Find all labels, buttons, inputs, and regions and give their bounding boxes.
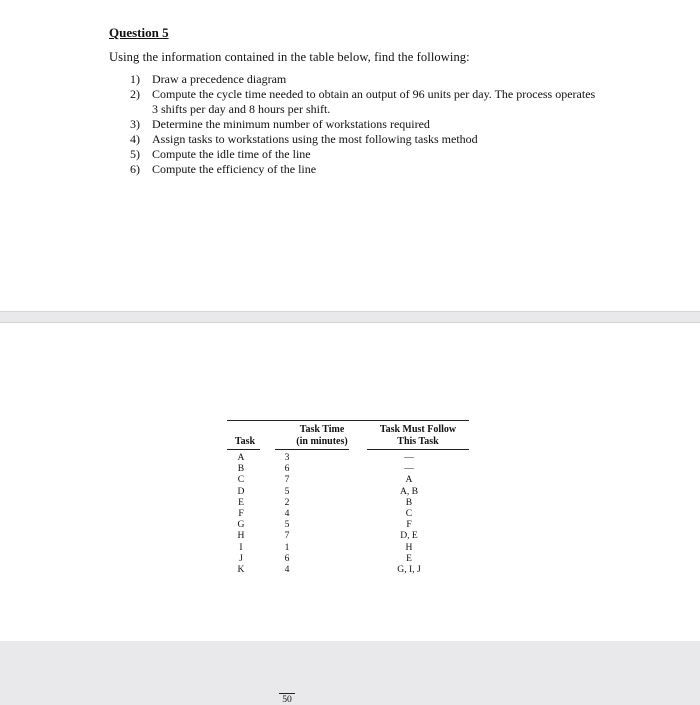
cell-task: I xyxy=(239,541,243,553)
cell-follow: C xyxy=(405,508,413,519)
question-title: Question 5 xyxy=(109,25,169,40)
cell-task: G xyxy=(237,519,245,531)
cell-task: K xyxy=(237,564,245,575)
cell-task: B xyxy=(237,463,245,475)
question-item-number: 2) xyxy=(130,87,140,101)
cell-time: 4 xyxy=(284,508,290,519)
cell-task: H xyxy=(237,530,245,542)
question-item xyxy=(130,117,600,132)
question-item xyxy=(130,87,600,117)
header-rule-task xyxy=(227,449,260,450)
header-follow-line2: This Task xyxy=(397,436,439,447)
table-row xyxy=(227,542,469,553)
table-row xyxy=(227,530,469,541)
cell-follow: A, B xyxy=(399,485,419,497)
cell-time: 1 xyxy=(284,541,290,553)
question-item-number: 3) xyxy=(130,117,140,131)
question-item-number: 5) xyxy=(130,147,140,161)
cell-time: 6 xyxy=(284,552,290,564)
header-rule-follow xyxy=(367,449,469,450)
table-row xyxy=(227,497,469,508)
table-page xyxy=(0,322,700,705)
cell-follow: — xyxy=(404,463,414,475)
cell-follow: E xyxy=(406,552,412,564)
table-top-rule xyxy=(227,420,469,421)
question-item-text: Assign tasks to workstations using the most following tasks method xyxy=(152,132,478,146)
question-item-number: 1) xyxy=(130,72,140,86)
cell-time: 7 xyxy=(284,474,290,486)
question-item-number: 6) xyxy=(130,162,140,176)
table-row xyxy=(227,519,469,530)
cell-follow: B xyxy=(405,496,413,508)
header-follow xyxy=(367,424,469,448)
header-task: Task xyxy=(234,436,256,447)
cell-time: 5 xyxy=(284,519,290,531)
table-row xyxy=(227,508,469,519)
question-item-text: Compute the idle time of the line xyxy=(152,147,311,161)
cell-time: 7 xyxy=(284,530,290,542)
cell-task: J xyxy=(239,552,243,564)
cell-task: D xyxy=(237,485,245,497)
total-time: 50 xyxy=(282,694,292,705)
cell-follow: F xyxy=(406,519,412,531)
table-row xyxy=(227,486,469,497)
cell-task: C xyxy=(237,474,245,486)
question-item xyxy=(130,162,600,177)
header-time xyxy=(277,424,367,448)
cell-follow: D, E xyxy=(400,530,418,542)
cell-follow: G, I, J xyxy=(397,564,421,575)
table-row xyxy=(227,463,469,474)
header-rule-time xyxy=(275,449,349,450)
table-row xyxy=(227,553,469,564)
question-item xyxy=(130,132,600,147)
cell-follow: — xyxy=(404,452,414,463)
question-item-number: 4) xyxy=(130,132,140,146)
question-item xyxy=(130,147,600,162)
cell-time: 2 xyxy=(284,496,290,508)
question-item-text: Draw a precedence diagram xyxy=(152,72,287,86)
cell-time: 3 xyxy=(284,452,290,463)
cell-task: E xyxy=(238,496,244,508)
question-page xyxy=(0,0,700,312)
cell-time: 4 xyxy=(284,564,290,575)
question-intro: Using the information contained in the table below, find the following: xyxy=(109,50,470,64)
question-item-text: Determine the minimum number of workstations required xyxy=(152,117,430,131)
cell-time: 6 xyxy=(284,463,290,475)
question-item-text: Compute the cycle time needed to obtain an output of 96 units per day. The process operates 3 shifts per day and 8 hours per shift. xyxy=(152,87,596,116)
question-item-text: Compute the efficiency of the line xyxy=(152,162,317,176)
cell-follow: A xyxy=(405,474,413,486)
table-row xyxy=(227,452,469,463)
question-list xyxy=(130,72,600,177)
table-row xyxy=(227,564,469,575)
cell-task: A xyxy=(237,452,245,463)
question-item xyxy=(130,72,600,87)
table-row xyxy=(227,474,469,485)
header-time-line2: (in minutes) xyxy=(296,436,348,447)
cell-task: F xyxy=(238,508,244,519)
header-follow-line1: Task Must Follow xyxy=(379,424,457,435)
header-time-line1: Task Time xyxy=(299,424,345,435)
cell-follow: H xyxy=(405,541,413,553)
cell-time: 5 xyxy=(284,485,290,497)
